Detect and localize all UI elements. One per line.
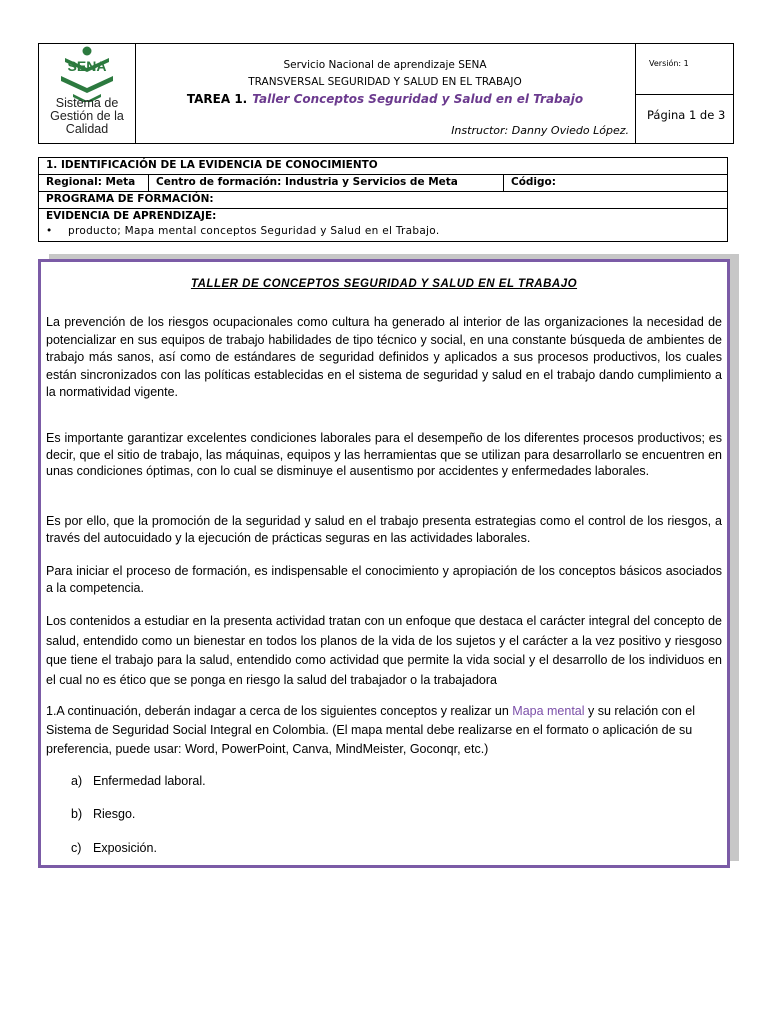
codigo-cell: Código: bbox=[504, 175, 728, 192]
page-number: Página 1 de 3 bbox=[647, 108, 726, 122]
institution-name: Servicio Nacional de aprendizaje SENA bbox=[283, 59, 487, 71]
logo-caption-line-1: Sistema de bbox=[55, 96, 119, 110]
program-name: TRANSVERSAL SEGURIDAD Y SALUD EN EL TRABAJO bbox=[248, 76, 522, 88]
workshop-heading: TALLER DE CONCEPTOS SEGURIDAD Y SALUD EN EL TRABAJO bbox=[190, 278, 578, 290]
paragraph-4: Para iniciar el proceso de formación, es indispensable el conocimiento y apropiación de los conceptos básicos asociados a la competencia. bbox=[46, 564, 722, 595]
content-box bbox=[38, 259, 730, 868]
evidencia-label: EVIDENCIA DE APRENDIZAJE: bbox=[46, 210, 217, 222]
paragraph-5: Los contenidos a estudiar en la presenta actividad tratan con un enfoque que destaca el carácter integral del concepto de salud, entendido como un bienestar en todos los planos de la vida de los sujetos y el carácter a la vez positivo y riesgoso que tiene el trabajo para la salud, entendido como actividad que permite la vida social y el desarrollo de los individuos en el cual no es ético que se ponga en riesgo la salud del trabajador o la trabajadora bbox=[46, 614, 722, 687]
list-item-text: Enfermedad laboral. bbox=[93, 774, 206, 788]
producto-text: producto; Mapa mental conceptos Seguridad y Salud en el Trabajo. bbox=[68, 225, 440, 237]
header-title-cell bbox=[135, 44, 636, 143]
producto-line bbox=[46, 224, 720, 239]
bullet-mark: • bbox=[46, 225, 53, 237]
list-item-text: Riesgo. bbox=[93, 807, 136, 821]
list-item-text: Exposición. bbox=[93, 841, 157, 855]
list-item bbox=[71, 841, 157, 855]
logo-caption-line-3: Calidad bbox=[65, 122, 109, 136]
list-item-label: b) bbox=[71, 807, 83, 821]
paragraph-2: Es importante garantizar excelentes condiciones laborales para el desempeño de los diferentes procesos productivos; es decir, que el sitio de trabajo, las máquinas, equipos y las herramientas que se utilizan para desarrollarlo se encuentren en unas condiciones óptimas, con lo cual se disminuye el ausentismo por accidentes y enfermedades laborales. bbox=[46, 431, 722, 478]
list-item-label: c) bbox=[71, 841, 82, 855]
list-item bbox=[71, 807, 135, 821]
evidencia-cell bbox=[39, 209, 728, 242]
workshop-title: Taller Conceptos Seguridad y Salud en el Trabajo bbox=[252, 92, 584, 106]
meta-divider bbox=[635, 94, 733, 95]
instructions-text-end: y su relación con el Sistema de Seguridad Social Integral en Colombia. (El mapa mental debe realizarse en el formato o aplicación de su preferencia, puede usar: Word, PowerPoint, Canva, MindMeister, Goconqr, etc.) bbox=[46, 704, 696, 756]
list-item-label: a) bbox=[71, 774, 83, 788]
version-label: Versión: 1 bbox=[649, 59, 689, 68]
logo-caption-line-2: Gestión de la bbox=[50, 109, 124, 123]
instructor-name: Instructor: Danny Oviedo López. bbox=[451, 124, 629, 137]
paragraph-1: La prevención de los riesgos ocupacionales como cultura ha generado al interior de las organizaciones la necesidad de potencializar en sus equipos de trabajo habilidades de tipo técnico y social, en una constante búsqueda de ambientes de trabajo más sanos, así como de estándares de seguridad definidos y aplicados a sus procesos productivos, los cuales están sincronizados con las políticas establecidas en el sistema de seguridad y salud en el trabajo dando cumplimiento a la normatividad vigente. bbox=[46, 315, 722, 400]
header-meta-cell bbox=[635, 44, 733, 143]
task-title bbox=[135, 92, 635, 106]
logo-text: SENA bbox=[67, 58, 107, 74]
logo-cell bbox=[39, 44, 136, 143]
identification-table bbox=[38, 157, 728, 242]
paragraph-3: Es por ello, que la promoción de la seguridad y salud en el trabajo presenta estrategias como el control de los riesgos, a través del autocuidado y la ejecución de prácticas seguras en las actividades laborales. bbox=[46, 514, 722, 545]
identification-section-title: 1. IDENTIFICACIÓN DE LA EVIDENCIA DE CONOCIMIENTO bbox=[39, 158, 728, 175]
instructions-text-start: 1.A continuación, deberán indagar a cerca de los siguientes conceptos y realizar un bbox=[46, 704, 513, 718]
list-item bbox=[71, 774, 206, 788]
regional-cell: Regional: Meta bbox=[39, 175, 149, 192]
programa-cell: PROGRAMA DE FORMACIÓN: bbox=[39, 192, 728, 209]
mapa-mental-link[interactable]: Mapa mental bbox=[512, 704, 585, 718]
sena-logo bbox=[51, 46, 123, 102]
paragraph-6-instructions bbox=[46, 702, 722, 759]
task-label: TAREA 1. bbox=[186, 92, 248, 106]
document-header bbox=[38, 43, 734, 144]
centro-cell: Centro de formación: Industria y Servicios de Meta bbox=[149, 175, 504, 192]
